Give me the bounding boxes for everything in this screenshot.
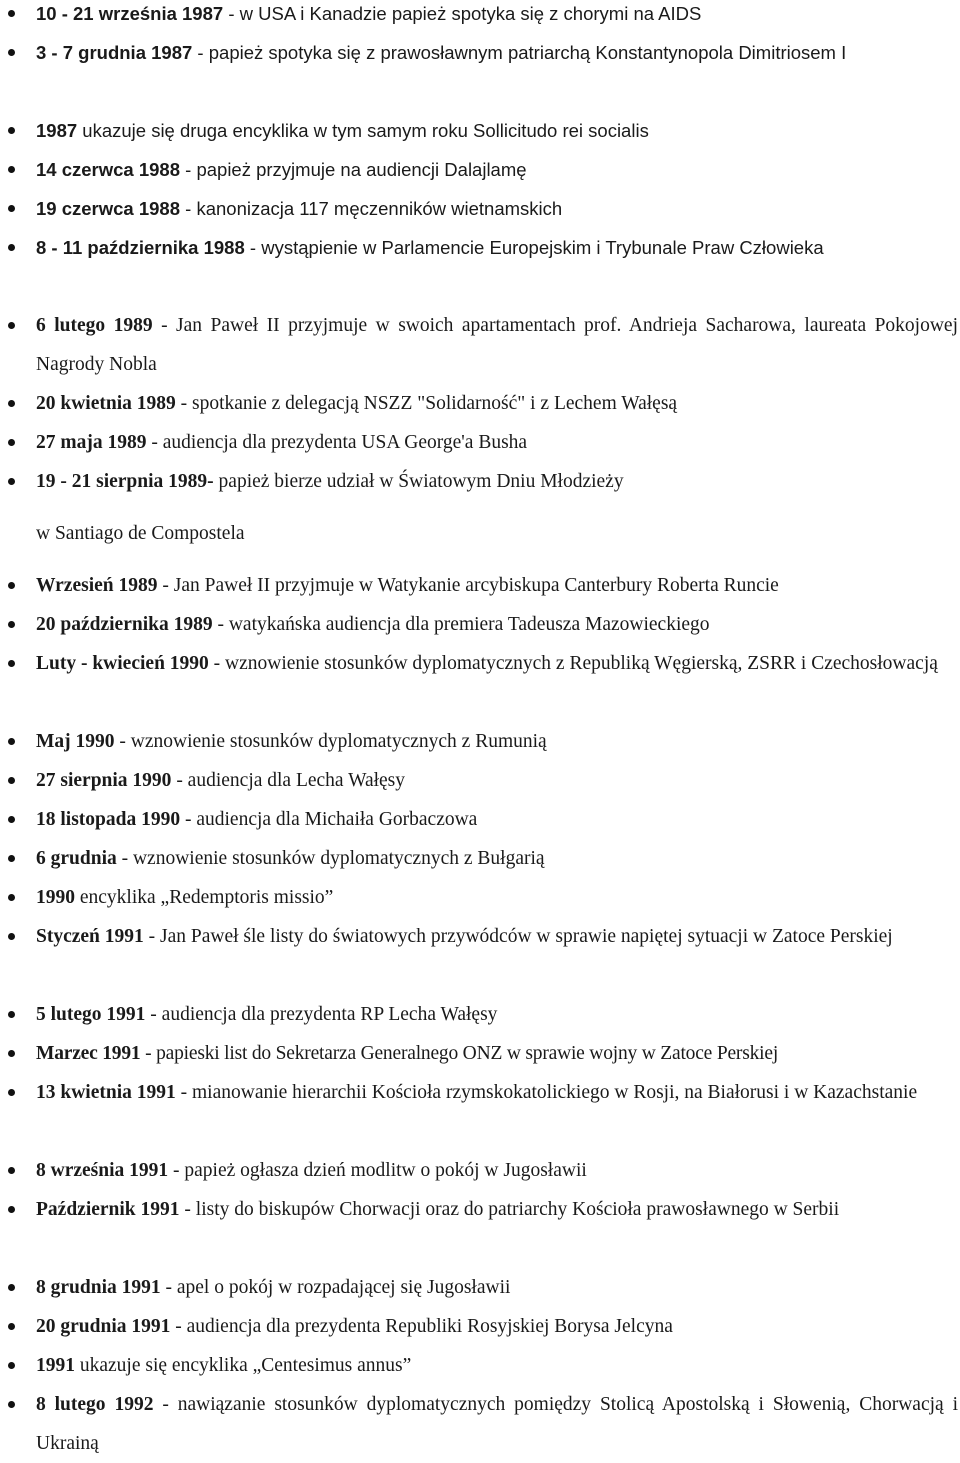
entry-date: Styczeń 1991 xyxy=(36,926,144,947)
entry-date: 20 października 1989 xyxy=(36,614,213,635)
bullet-icon xyxy=(8,1050,15,1057)
bullet-icon xyxy=(8,439,15,446)
entry-date: 8 grudnia 1991 xyxy=(36,1277,161,1298)
entry-text: - spotkanie z delegacją NSZZ "Solidarność" i z Lechem Wałęsą xyxy=(175,393,678,414)
entry-text: - wznowienie stosunków dyplomatycznych z Republiką Węgierską, ZSRR i Czechosłowacją xyxy=(208,653,938,674)
entry-date: Październik 1991 xyxy=(36,1199,180,1220)
entry-date: 8 września 1991 xyxy=(36,1160,169,1181)
list-item xyxy=(36,1346,958,1385)
entry-text: - audiencja dla Michaiła Gorbaczowa xyxy=(180,809,478,830)
entry-text-continued: w Santiago de Compostela xyxy=(36,523,245,544)
entry-text: - Jan Paweł II przyjmuje w swoich apartamentach prof. Andrieja Sacharowa, laureata Pokojowej Nagrody Nobla xyxy=(36,315,958,375)
bullet-icon xyxy=(8,127,15,134)
entry-text: - mianowanie hierarchii Kościoła rzymskokatolickiego w Rosji, na Białorusi i w Kazachstanie xyxy=(175,1082,918,1103)
bullet-icon xyxy=(8,205,15,212)
entry-date: 5 lutego 1991 xyxy=(36,1004,146,1025)
bullet-icon xyxy=(8,738,15,745)
entry-date: 1991 xyxy=(36,1355,75,1376)
list-item xyxy=(36,878,958,917)
bullet-icon xyxy=(8,1401,15,1408)
entry-text: - Jan Paweł śle listy do światowych przywódców w sprawie napiętej sytuacji w Zatoce Perskiej xyxy=(143,926,893,947)
entry-date: Maj 1990 xyxy=(36,731,115,752)
entry-text: - papież ogłasza dzień modlitw o pokój w Jugosławii xyxy=(168,1160,587,1181)
entry-date: 19 czerwca 1988 xyxy=(36,198,181,219)
entry-date: 13 kwietnia 1991 xyxy=(36,1082,176,1103)
entry-date: 18 listopada 1990 xyxy=(36,809,181,830)
entry-date: 8 lutego 1992 xyxy=(36,1394,154,1415)
bullet-icon xyxy=(8,10,15,17)
bullet-icon xyxy=(8,816,15,823)
list-item xyxy=(36,1190,958,1229)
entry-date: 14 czerwca 1988 xyxy=(36,159,181,180)
list-item xyxy=(36,1385,958,1463)
entry-date: 3 - 7 grudnia 1987 xyxy=(36,42,193,63)
list-item xyxy=(36,150,958,189)
list-item xyxy=(36,1151,958,1190)
bullet-icon xyxy=(8,1284,15,1291)
entry-text: - audiencja dla Lecha Wałęsy xyxy=(171,770,406,791)
list-item xyxy=(36,1034,958,1073)
bullet-icon xyxy=(8,166,15,173)
entry-text: - Jan Paweł II przyjmuje w Watykanie arcybiskupa Canterbury Roberta Runcie xyxy=(157,575,779,596)
entry-text: - kanonizacja 117 męczenników wietnamskich xyxy=(180,198,563,219)
list-item xyxy=(36,761,958,800)
bullet-icon xyxy=(8,621,15,628)
list-item xyxy=(36,566,958,605)
entry-text: - w USA i Kanadzie papież spotyka się z chorymi na AIDS xyxy=(223,3,702,24)
list-item xyxy=(36,111,958,150)
bullet-icon xyxy=(8,1362,15,1369)
entry-text: - apel o pokój w rozpadającej się Jugosławii xyxy=(160,1277,511,1298)
list-item xyxy=(36,228,958,267)
entry-date: 1990 xyxy=(36,887,75,908)
list-item xyxy=(36,1307,958,1346)
entry-text: - listy do biskupów Chorwacji oraz do patriarchy Kościoła prawosławnego w Serbii xyxy=(179,1199,840,1220)
entry-date: 6 grudnia xyxy=(36,848,117,869)
spacer xyxy=(36,501,958,514)
list-item xyxy=(36,1268,958,1307)
bullet-icon xyxy=(8,244,15,251)
list-item xyxy=(36,605,958,644)
entry-date: 6 lutego 1989 xyxy=(36,315,153,336)
entry-date: 19 - 21 sierpnia 1989- xyxy=(36,471,214,492)
list-item xyxy=(36,839,958,878)
entry-text: ukazuje się druga encyklika w tym samym roku Sollicitudo rei socialis xyxy=(77,120,649,141)
list-item xyxy=(36,644,958,683)
bullet-icon xyxy=(8,582,15,589)
bullet-icon xyxy=(8,777,15,784)
entry-date: 27 maja 1989 xyxy=(36,432,147,453)
entry-text: - watykańska audiencja dla premiera Tadeusza Mazowieckiego xyxy=(212,614,710,635)
entry-text: - audiencja dla prezydenta RP Lecha Wałęsy xyxy=(145,1004,498,1025)
entry-date: 20 grudnia 1991 xyxy=(36,1316,171,1337)
entry-text: papież bierze udział w Światowym Dniu Młodzieży xyxy=(213,471,624,492)
entry-text: - nawiązanie stosunków dyplomatycznych pomiędzy Stolicą Apostolską i Słowenią, Chorwacją i Ukrainą xyxy=(36,1394,958,1454)
entry-date: Marzec 1991 xyxy=(36,1043,141,1064)
bullet-icon xyxy=(8,1167,15,1174)
entry-text: - wystąpienie w Parlamencie Europejskim i Trybunale Praw Człowieka xyxy=(244,237,824,258)
bullet-icon xyxy=(8,1089,15,1096)
bullet-icon xyxy=(8,49,15,56)
entry-date: Wrzesień 1989 xyxy=(36,575,158,596)
entry-date: 10 - 21 września 1987 xyxy=(36,3,224,24)
list-item xyxy=(36,384,958,423)
entry-date: Luty - kwiecień 1990 xyxy=(36,653,209,674)
list-item xyxy=(36,423,958,462)
bullet-icon xyxy=(8,1323,15,1330)
entry-text: ukazuje się encyklika „Centesimus annus” xyxy=(75,1355,412,1376)
bullet-icon xyxy=(8,400,15,407)
bullet-icon xyxy=(8,478,15,485)
bullet-icon xyxy=(8,322,15,329)
list-item xyxy=(36,306,958,384)
list-item xyxy=(36,995,958,1034)
entry-text: - wznowienie stosunków dyplomatycznych z Rumunią xyxy=(114,731,547,752)
entry-text: - papieski list do Sekretarza Generalnego ONZ w sprawie wojny w Zatoce Perskiej xyxy=(140,1043,779,1064)
bullet-icon xyxy=(8,855,15,862)
entry-text: - audiencja dla prezydenta USA George'a Busha xyxy=(146,432,528,453)
list-item xyxy=(36,462,958,553)
entry-text: - wznowienie stosunków dyplomatycznych z Bułgarią xyxy=(116,848,545,869)
entry-date: 1987 xyxy=(36,120,78,141)
entry-date: 8 - 11 października 1988 xyxy=(36,237,245,258)
entry-text: encyklika „Redemptoris missio” xyxy=(75,887,334,908)
bullet-icon xyxy=(8,1011,15,1018)
entry-date: 20 kwietnia 1989 xyxy=(36,393,176,414)
bullet-icon xyxy=(8,894,15,901)
list-item xyxy=(36,33,958,72)
entry-text: - papież przyjmuje na audiencji Dalajlamę xyxy=(180,159,527,180)
entry-text: - audiencja dla prezydenta Republiki Rosyjskiej Borysa Jelcyna xyxy=(170,1316,673,1337)
list-item xyxy=(36,917,958,956)
list-item xyxy=(36,0,958,33)
entry-text: - papież spotyka się z prawosławnym patriarchą Konstantynopola Dimitriosem I xyxy=(192,42,847,63)
list-item xyxy=(36,722,958,761)
list-item xyxy=(36,800,958,839)
bullet-icon xyxy=(8,1206,15,1213)
bullet-icon xyxy=(8,933,15,940)
bullet-icon xyxy=(8,660,15,667)
list-item xyxy=(36,1073,958,1112)
list-item xyxy=(36,189,958,228)
entry-date: 27 sierpnia 1990 xyxy=(36,770,172,791)
